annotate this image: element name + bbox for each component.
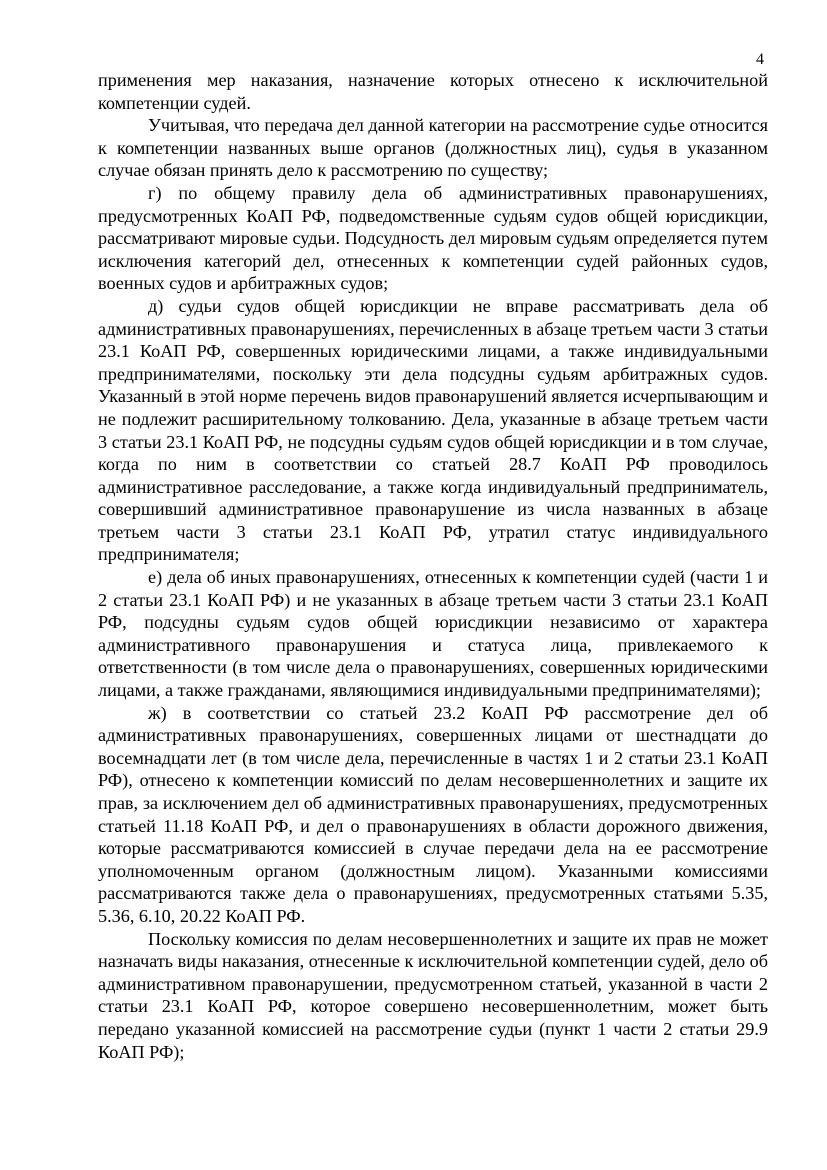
paragraph-minors-commission: Поскольку комиссия по делам несовершеннолетних и защите их прав не может назначать виды наказания, отнесенные к исключительной компетенции судей, дело об административном правонарушении, предусмотренном статьей, указанной в части 2 статьи 23.1 КоАП РФ, которое совершено несовершеннолетним, может быть передано указанной комиссией на рассмотрение судьи (пункт 1 части 2 статьи 29.9 КоАП РФ); <box>98 928 768 1062</box>
paragraph-item-e: е) дела об иных правонарушениях, отнесенных к компетенции судей (части 1 и 2 статьи 23.1 КоАП РФ) и не указанных в абзаце третьем части 3 статьи 23.1 КоАП РФ, подсудны судьям судов общей юрисдикции независимо от характера административного правонарушения и статуса лица, привлекаемого к ответственности (в том числе дела о правонарушениях, совершенных юридическими лицами, а также гражданами, являющимися индивидуальными предпринимателями); <box>98 567 768 701</box>
body-text <box>98 69 768 1063</box>
paragraph-continuation: применения мер наказания, назначение которых отнесено к исключительной компетенции судей. <box>98 70 768 113</box>
paragraph-item-zh: ж) в соответствии со статьей 23.2 КоАП РФ рассмотрение дел об административных правонарушениях, совершенных лицами от шестнадцати до восемнадцати лет (в том числе дела, перечисленные в частях 1 и 2 статьи 23.1 КоАП РФ), отнесено к компетенции комиссий по делам несовершеннолетних и защите их прав, за исключением дел об административных правонарушениях, предусмотренных статьей 11.18 КоАП РФ, и дел о правонарушениях в области дорожного движения, которые рассматриваются комиссией в случае передачи дела на ее рассмотрение уполномоченным органом (должностным лицом). Указанными комиссиями рассматриваются также дела о правонарушениях, предусмотренных статьями 5.35, 5.36, 6.10, 20.22 КоАП РФ. <box>98 702 768 926</box>
page-number: 4 <box>756 51 764 68</box>
paragraph-item-d: д) судьи судов общей юрисдикции не вправе рассматривать дела об административных правонарушениях, перечисленных в абзаце третьем части 3 статьи 23.1 КоАП РФ, совершенных юридическими лицами, а также индивидуальными предпринимателями, поскольку эти дела подсудны судьям арбитражных судов. Указанный в этой норме перечень видов правонарушений является исчерпывающим и не подлежит расширительному толкованию. Дела, указанные в абзаце третьем части 3 статьи 23.1 КоАП РФ, не подсудны судьям судов общей юрисдикции и в том случае, когда по ним в соответствии со статьей 28.7 КоАП РФ проводилось административное расследование, а также когда индивидуальный предприниматель, совершивший административное правонарушение из числа названных в абзаце третьем части 3 статьи 23.1 КоАП РФ, утратил статус индивидуального предпринимателя; <box>98 295 768 565</box>
paragraph-competence-transfer: Учитывая, что передача дел данной категории на рассмотрение судье относится к компетенции названных выше органов (должностных лиц), судья в указанном случае обязан принять дело к рассмотрению по существу; <box>98 115 768 181</box>
paragraph-item-g: г) по общему правилу дела об административных правонарушениях, предусмотренных КоАП РФ, подведомственные судьям судов общей юрисдикции, рассматривают мировые судьи. Подсудность дел мировым судьям определяется путем исключения категорий дел, отнесенных к компетенции судей районных судов, военных судов и арбитражных судов; <box>98 182 768 294</box>
